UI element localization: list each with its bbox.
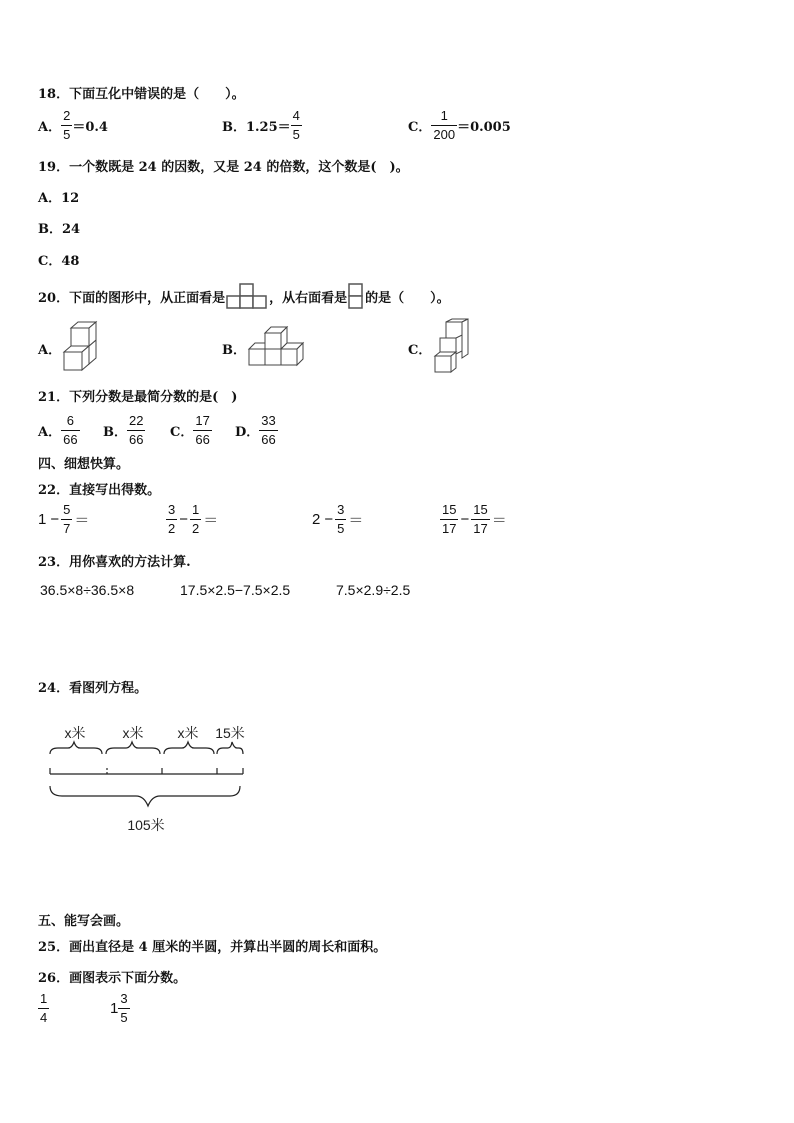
q23-expr-1: 36.5×8÷36.5×8 bbox=[40, 582, 135, 598]
q20-option-c-cube-figure bbox=[432, 318, 472, 374]
q19-stem: 19．一个数既是 24 的因数，又是 24 的倍数，这个数是( )。 bbox=[38, 160, 409, 175]
q21-option-b-label: B． bbox=[103, 424, 127, 440]
q21-option-c-label: C． bbox=[170, 424, 194, 440]
q21-option-a-fraction: $\frac{6}{66}$ bbox=[63, 413, 78, 447]
q18-option-a-fraction: $\frac{2}{5}$ bbox=[63, 108, 71, 142]
brace-top-3 bbox=[164, 742, 214, 754]
section-5-heading: 五、能写会画。 bbox=[38, 914, 130, 929]
q23-stem: 23．用你喜欢的方法计算. bbox=[38, 555, 191, 570]
q18-option-b-label: B．1.25＝ bbox=[222, 119, 291, 135]
q26-fraction-1: $\frac{1}{4}$ bbox=[40, 991, 48, 1025]
q18-option-c[interactable] bbox=[408, 109, 511, 141]
q18-option-a-label: A． bbox=[38, 119, 62, 135]
q22-stem: 22．直接写出得数。 bbox=[38, 483, 161, 498]
q18-option-b-fraction: $\frac{4}{5}$ bbox=[292, 108, 300, 142]
q22-expr-3: 2 − $\frac{3}{5}$ ＝ bbox=[312, 502, 364, 536]
q18-option-c-fraction: $\frac{1}{200}$ bbox=[433, 108, 456, 142]
q20-stem bbox=[38, 283, 450, 309]
q26-fraction-2: 1 $\frac{3}{5}$ bbox=[110, 991, 128, 1025]
q20-stem-part2: ，从右面看是 bbox=[269, 290, 348, 306]
brace-top-4 bbox=[217, 742, 243, 754]
label-x3: x米 bbox=[177, 725, 199, 741]
q21-option-b[interactable] bbox=[103, 414, 145, 446]
q18-option-a-rest: ＝0.4 bbox=[72, 119, 108, 135]
q19-option-a[interactable]: A．12 bbox=[38, 191, 80, 206]
brace-bottom bbox=[50, 786, 240, 806]
q20-option-b-cube-figure bbox=[246, 326, 306, 368]
q20-stem-part1: 20．下面的图形中，从正面看是 bbox=[38, 290, 226, 306]
q18-option-c-rest: ＝0.005 bbox=[457, 119, 511, 135]
brace-top-2 bbox=[106, 742, 160, 754]
label-x2: x米 bbox=[122, 725, 144, 741]
front-view-figure bbox=[226, 283, 268, 309]
brace-top-1 bbox=[50, 742, 102, 754]
q21-option-a[interactable] bbox=[38, 414, 80, 446]
q26-stem: 26．画图表示下面分数。 bbox=[38, 971, 187, 986]
q22-expr-1: 1 − $\frac{5}{7}$ ＝ bbox=[38, 502, 90, 536]
q20-option-a-label[interactable]: A． bbox=[38, 343, 62, 358]
q21-option-c-fraction: $\frac{17}{66}$ bbox=[195, 413, 210, 447]
q20-option-a-cube-figure bbox=[62, 320, 100, 372]
q25-stem: 25．画出直径是 4 厘米的半圆，并算出半圆的周长和面积。 bbox=[38, 940, 387, 955]
q19-option-b[interactable]: B．24 bbox=[38, 222, 81, 237]
q22-expr-4: $\frac{15}{17}$ − $\frac{15}{17}$ ＝ bbox=[442, 502, 507, 536]
label-x1: x米 bbox=[64, 725, 86, 741]
q21-option-c[interactable] bbox=[170, 414, 212, 446]
q18-option-a[interactable] bbox=[38, 109, 108, 141]
q21-option-d-fraction: $\frac{33}{66}$ bbox=[261, 413, 276, 447]
q21-option-a-label: A． bbox=[38, 424, 62, 440]
q18-option-b[interactable] bbox=[222, 109, 302, 141]
q21-option-d-label: D． bbox=[235, 424, 260, 440]
label-15: 15米 bbox=[215, 725, 245, 741]
q20-option-b-label[interactable]: B． bbox=[222, 343, 246, 358]
q21-option-d[interactable] bbox=[235, 414, 278, 446]
q18-option-c-label: C． bbox=[408, 119, 432, 135]
right-view-figure bbox=[348, 283, 364, 309]
label-total: 105米 bbox=[127, 817, 165, 833]
q23-expr-2: 17.5×2.5−7.5×2.5 bbox=[180, 582, 291, 598]
q24-segment-diagram bbox=[40, 720, 260, 840]
section-4-heading: 四、细想快算。 bbox=[38, 457, 130, 472]
q20-option-c-label[interactable]: C． bbox=[408, 343, 432, 358]
q20-stem-part3: 的是（ ）。 bbox=[365, 290, 450, 306]
q23-expr-3: 7.5×2.9÷2.5 bbox=[336, 582, 411, 598]
q21-option-b-fraction: $\frac{22}{66}$ bbox=[129, 413, 144, 447]
q21-stem: 21．下列分数是最简分数的是( ) bbox=[38, 390, 238, 405]
q22-expr-2: $\frac{3}{2}$ − $\frac{1}{2}$ ＝ bbox=[168, 502, 219, 536]
q18-stem: 18．下面互化中错误的是（ ）。 bbox=[38, 87, 245, 102]
q19-option-c[interactable]: C．48 bbox=[38, 254, 80, 269]
q24-stem: 24．看图列方程。 bbox=[38, 681, 148, 696]
